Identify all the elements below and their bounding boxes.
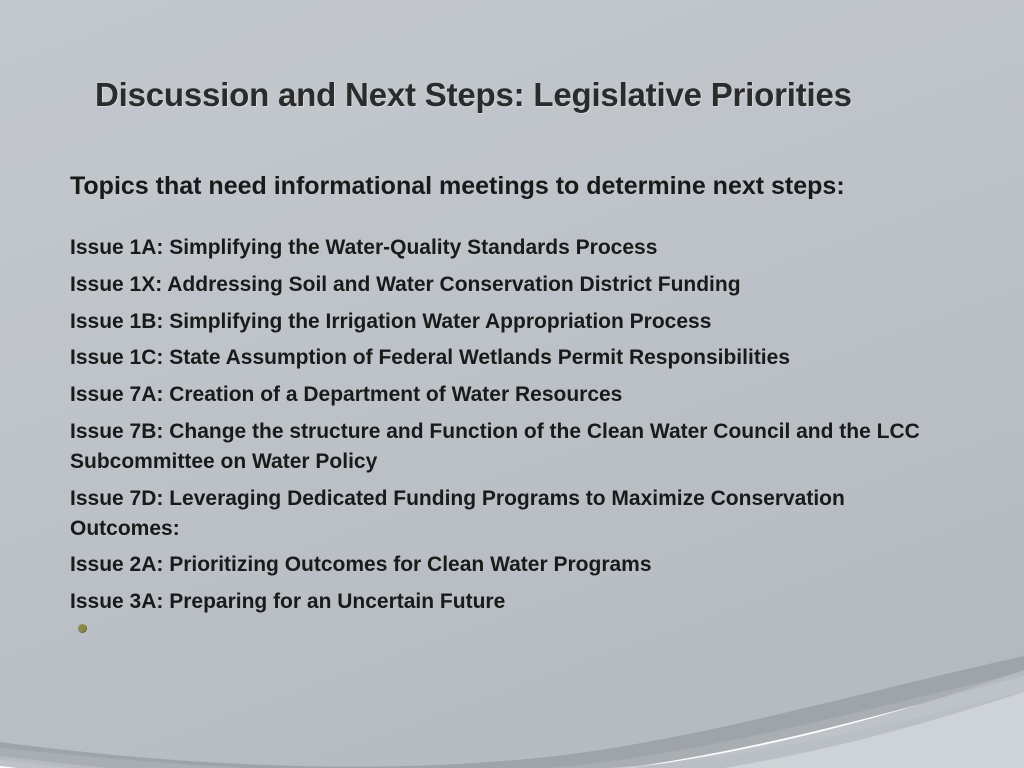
slide-body xyxy=(70,170,960,633)
list-item: Issue 1X: Addressing Soil and Water Conservation District Funding xyxy=(70,272,741,296)
list-item: Issue 3A: Preparing for an Uncertain Future xyxy=(70,590,506,614)
bullet-icon xyxy=(78,624,87,633)
list-item: Issue 7A: Creation of a Department of Water Resources xyxy=(70,383,623,407)
list-item: Issue 7B: Change the structure and Function of the Clean Water Council and the LCC Subcommittee on Water Policy xyxy=(70,420,920,473)
list-item: Issue 1A: Simplifying the Water-Quality Standards Process xyxy=(70,236,658,259)
lead-paragraph: Topics that need informational meetings to determine next steps: xyxy=(70,172,845,200)
slide-title: Discussion and Next Steps: Legislative Priorities xyxy=(95,76,852,113)
list-item: Issue 1B: Simplifying the Irrigation Water Appropriation Process xyxy=(70,309,712,333)
list-item: Issue 2A: Prioritizing Outcomes for Clean Water Programs xyxy=(70,553,652,577)
list-item: Issue 7D: Leveraging Dedicated Funding Programs to Maximize Conservation Outcomes: xyxy=(70,486,845,540)
list-item: Issue 1C: State Assumption of Federal Wetlands Permit Responsibilities xyxy=(70,346,790,370)
issue-list xyxy=(70,233,960,617)
empty-bullet-row xyxy=(70,624,960,633)
